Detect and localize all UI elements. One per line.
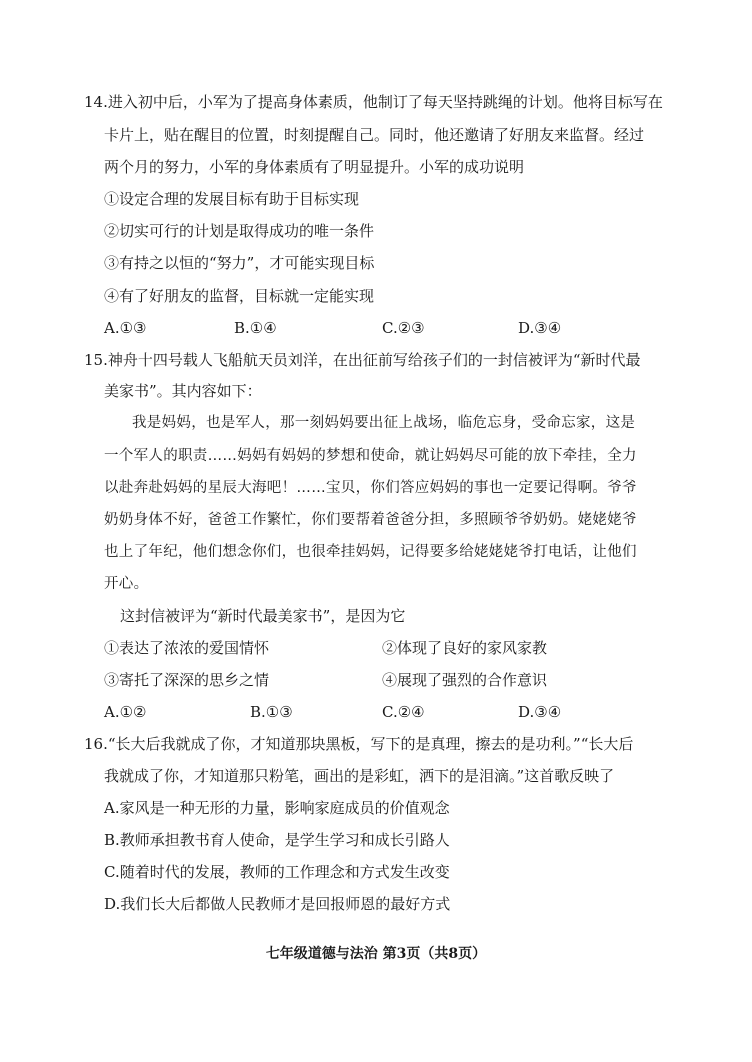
q14-option-b: B.①④ <box>234 319 277 337</box>
q15-option-d: D.③④ <box>518 703 562 721</box>
q15-option-a: A.①② <box>104 703 147 721</box>
q15-item-2: ②体现了良好的家风家教 <box>382 639 548 657</box>
q15-letter-line-1: 我是妈妈，也是军人，那一刻妈妈要出征上战场，临危忘身，受命忘家，这是 <box>132 415 636 431</box>
q14-item-3: ③有持之以恒的“努力”，才可能实现目标 <box>104 254 375 272</box>
q14-stem-line-2: 卡片上，贴在醒目的位置，时刻提醒自己。同时，他还邀请了好朋友来监督。经过 <box>104 126 645 144</box>
q15-question: 这封信被评为“新时代最美家书”，是因为它 <box>120 607 406 625</box>
q16-option-c: C.随着时代的发展，教师的工作理念和方式发生改变 <box>104 863 450 881</box>
q15-letter-line-3: 以赴奔赴妈妈的星辰大海吧！……宝贝，你们答应妈妈的事也一定要记得啊。爷爷 <box>104 480 637 496</box>
q15-letter-line-5: 也上了年纪，他们想念你们，也很牵挂妈妈，记得要多给姥姥姥爷打电话，让他们 <box>104 544 637 560</box>
q15-item-1: ①表达了浓浓的爱国情怀 <box>104 639 270 657</box>
q15-item-4: ④展现了强烈的合作意识 <box>382 671 548 689</box>
q15-stem-line-1: 15.神舟十四号载人飞船航天员刘洋，在出征前写给孩子们的一封信被评为“新时代最 <box>84 351 641 369</box>
q14-item-2: ②切实可行的计划是取得成功的唯一条件 <box>104 222 375 240</box>
q14-stem-line-3: 两个月的努力，小军的身体素质有了明显提升。小军的成功说明 <box>104 158 525 176</box>
q15-letter-line-6: 开心。 <box>104 576 149 592</box>
q15-letter-line-4: 奶奶身体不好，爸爸工作繁忙，你们要帮着爸爸分担，多照顾爷爷奶奶。姥姥姥爷 <box>104 512 637 528</box>
q14-item-4: ④有了好朋友的监督，目标就一定能实现 <box>104 287 375 305</box>
q15-item-3: ③寄托了深深的思乡之情 <box>104 671 270 689</box>
q14-option-d: D.③④ <box>518 319 562 337</box>
q16-option-d: D.我们长大后都做人民教师才是回报师恩的最好方式 <box>104 895 451 913</box>
q15-option-c: C.②④ <box>382 703 425 721</box>
q16-stem-line-2: 我就成了你，才知道那只粉笔，画出的是彩虹，洒下的是泪滴。”这首歌反映了 <box>104 767 615 785</box>
q15-letter-line-2: 一个军人的职责……妈妈有妈妈的梦想和使命，就让妈妈尽可能的放下牵挂，全力 <box>104 448 637 464</box>
q16-option-a: A.家风是一种无形的力量，影响家庭成员的价值观念 <box>104 799 450 817</box>
q14-stem-line-1: 14.进入初中后，小军为了提高身体素质，他制订了每天坚持跳绳的计划。他将目标写在 <box>84 93 663 111</box>
q14-item-1: ①设定合理的发展目标有助于目标实现 <box>104 190 360 208</box>
q15-option-b: B.①③ <box>250 703 293 721</box>
page-footer: 七年级道德与法治 第3页（共8页） <box>265 946 487 962</box>
q16-stem-line-1: 16.“长大后我就成了你，才知道那块黑板，写下的是真理，擦去的是功利。”“长大后 <box>84 735 634 753</box>
q14-option-c: C.②③ <box>382 319 425 337</box>
q16-option-b: B.教师承担教书育人使命，是学生学习和成长引路人 <box>104 831 450 849</box>
q15-stem-line-2: 美家书”。其内容如下： <box>104 382 262 400</box>
q14-option-a: A.①③ <box>104 319 147 337</box>
